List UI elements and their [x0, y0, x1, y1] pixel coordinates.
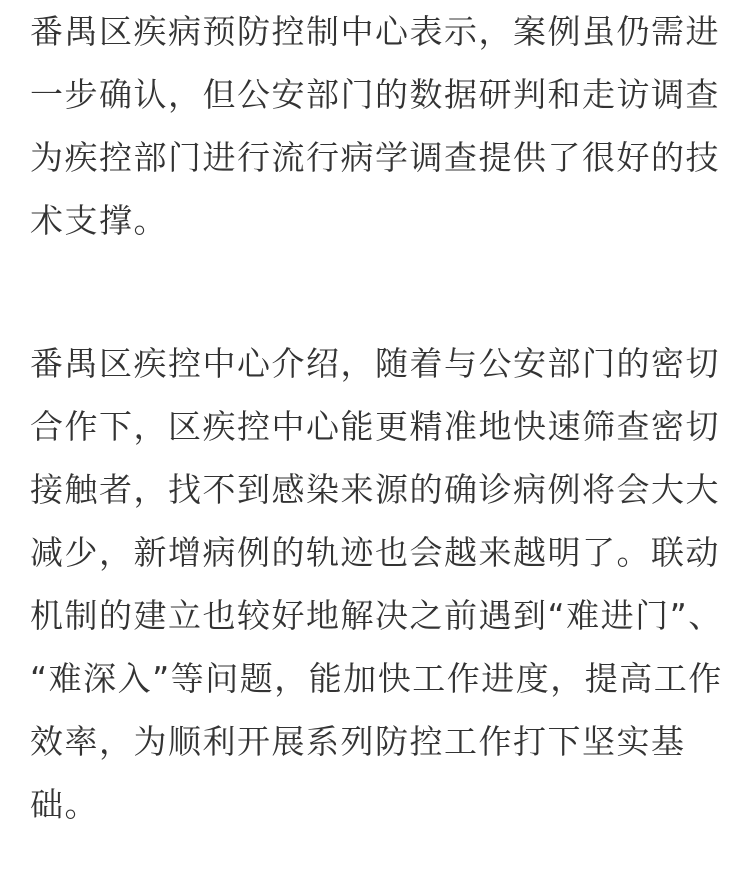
text-line: 效率，为顺利开展系列防控工作打下坚实基 [30, 722, 686, 761]
text-line: 础。 [30, 785, 99, 824]
text-line: 合作下，区疾控中心能更精准地快速筛查密切 [30, 407, 720, 446]
text-line: 为疾控部门进行流行病学调查提供了很好的技 [30, 138, 720, 177]
text-line: 术支撑。 [30, 201, 168, 240]
paragraph-1 [30, 0, 730, 252]
text-line: “难深入”等问题，能加快工作进度，提高工作 [30, 659, 723, 698]
text-line: 一步确认，但公安部门的数据研判和走访调查 [30, 75, 720, 114]
text-line: 番禺区疾病预防控制中心表示，案例虽仍需进 [30, 12, 720, 51]
text-line: 减少，新增病例的轨迹也会越来越明了。联动 [30, 533, 720, 572]
text-line: 机制的建立也较好地解决之前遇到“难进门”、 [30, 596, 723, 635]
text-line: 番禺区疾控中心介绍，随着与公安部门的密切 [30, 344, 720, 383]
text-line: 接触者，找不到感染来源的确诊病例将会大大 [30, 470, 720, 509]
paragraph-2 [30, 332, 730, 836]
